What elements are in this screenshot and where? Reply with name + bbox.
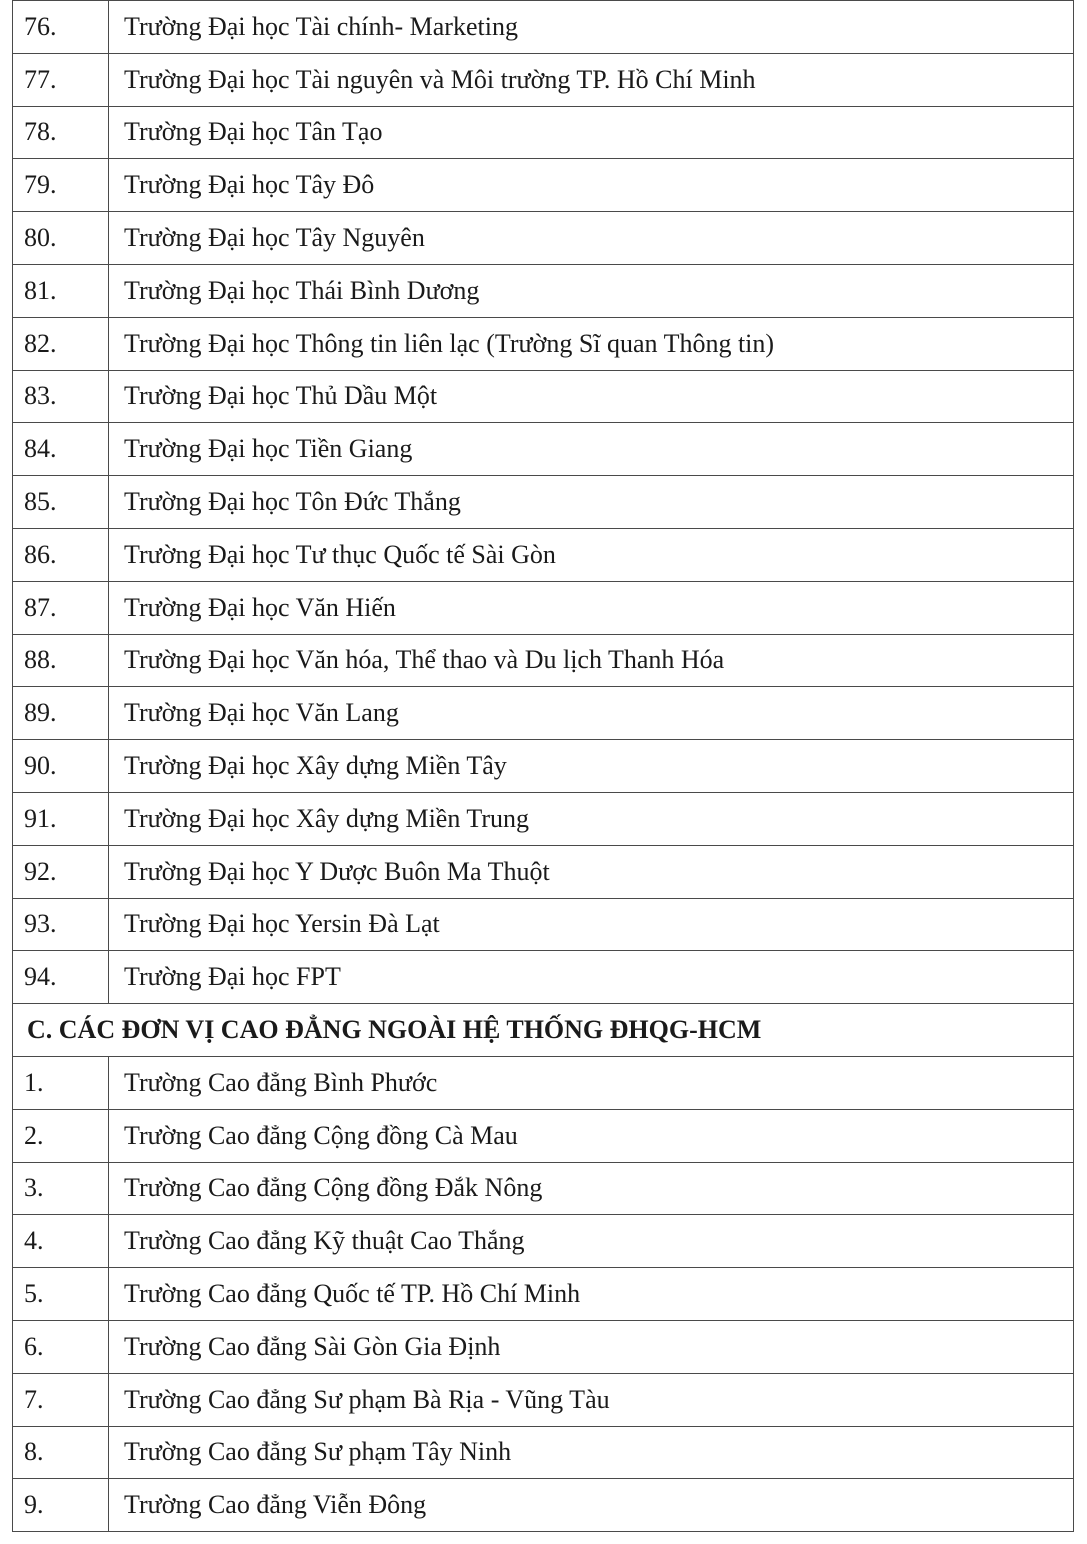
institution-name: Trường Đại học Tư thục Quốc tế Sài Gòn (109, 528, 1074, 581)
table-row (13, 476, 1074, 529)
row-number: 9. (13, 1479, 109, 1532)
institution-name: Trường Cao đẳng Viễn Đông (109, 1479, 1074, 1532)
row-number: 88. (13, 634, 109, 687)
row-number: 85. (13, 476, 109, 529)
row-number: 78. (13, 106, 109, 159)
institution-name: Trường Đại học Văn Lang (109, 687, 1074, 740)
row-number: 8. (13, 1426, 109, 1479)
table-row (13, 264, 1074, 317)
institution-name: Trường Cao đẳng Quốc tế TP. Hồ Chí Minh (109, 1268, 1074, 1321)
row-number: 92. (13, 845, 109, 898)
row-number: 6. (13, 1320, 109, 1373)
row-number: 79. (13, 159, 109, 212)
table-row (13, 687, 1074, 740)
table-row (13, 528, 1074, 581)
row-number: 2. (13, 1109, 109, 1162)
institution-name: Trường Đại học FPT (109, 951, 1074, 1004)
row-number: 93. (13, 898, 109, 951)
institution-name: Trường Đại học Thông tin liên lạc (Trường Sĩ quan Thông tin) (109, 317, 1074, 370)
row-number: 90. (13, 740, 109, 793)
row-number: 82. (13, 317, 109, 370)
institution-name: Trường Đại học Tân Tạo (109, 106, 1074, 159)
institution-list-table-wrapper (12, 0, 1074, 1532)
table-row (13, 370, 1074, 423)
institution-name: Trường Đại học Tôn Đức Thắng (109, 476, 1074, 529)
institution-name: Trường Cao đẳng Kỹ thuật Cao Thắng (109, 1215, 1074, 1268)
institution-name: Trường Đại học Tài chính- Marketing (109, 1, 1074, 54)
institution-name: Trường Đại học Xây dựng Miền Trung (109, 792, 1074, 845)
row-number: 86. (13, 528, 109, 581)
table-row (13, 1, 1074, 54)
institution-name: Trường Đại học Văn Hiến (109, 581, 1074, 634)
institution-name: Trường Đại học Tây Đô (109, 159, 1074, 212)
institution-name: Trường Cao đẳng Cộng đồng Cà Mau (109, 1109, 1074, 1162)
table-row (13, 1479, 1074, 1532)
section-header-row (13, 1004, 1074, 1057)
row-number: 89. (13, 687, 109, 740)
institution-name: Trường Đại học Yersin Đà Lạt (109, 898, 1074, 951)
table-row (13, 845, 1074, 898)
row-number: 80. (13, 212, 109, 265)
table-row (13, 1426, 1074, 1479)
table-row (13, 898, 1074, 951)
table-row (13, 1268, 1074, 1321)
institution-name: Trường Đại học Thái Bình Dương (109, 264, 1074, 317)
table-row (13, 1056, 1074, 1109)
table-row (13, 634, 1074, 687)
institution-name: Trường Đại học Tây Nguyên (109, 212, 1074, 265)
institution-name: Trường Cao đẳng Bình Phước (109, 1056, 1074, 1109)
row-number: 76. (13, 1, 109, 54)
table-row (13, 317, 1074, 370)
institution-name: Trường Đại học Tài nguyên và Môi trường TP. Hồ Chí Minh (109, 53, 1074, 106)
institution-name: Trường Cao đẳng Sư phạm Tây Ninh (109, 1426, 1074, 1479)
row-number: 5. (13, 1268, 109, 1321)
row-number: 7. (13, 1373, 109, 1426)
row-number: 4. (13, 1215, 109, 1268)
institution-name: Trường Đại học Xây dựng Miền Tây (109, 740, 1074, 793)
institution-name: Trường Đại học Văn hóa, Thể thao và Du lịch Thanh Hóa (109, 634, 1074, 687)
row-number: 83. (13, 370, 109, 423)
institution-name: Trường Đại học Y Dược Buôn Ma Thuột (109, 845, 1074, 898)
row-number: 94. (13, 951, 109, 1004)
row-number: 91. (13, 792, 109, 845)
table-row (13, 1373, 1074, 1426)
row-number: 1. (13, 1056, 109, 1109)
row-number: 84. (13, 423, 109, 476)
institution-list-table (12, 0, 1074, 1532)
table-row (13, 1162, 1074, 1215)
row-number: 87. (13, 581, 109, 634)
table-row (13, 581, 1074, 634)
table-row (13, 423, 1074, 476)
table-row (13, 792, 1074, 845)
table-row (13, 159, 1074, 212)
row-number: 3. (13, 1162, 109, 1215)
institution-name: Trường Đại học Tiền Giang (109, 423, 1074, 476)
table-row (13, 106, 1074, 159)
row-number: 77. (13, 53, 109, 106)
table-row (13, 951, 1074, 1004)
institution-name: Trường Cao đẳng Sài Gòn Gia Định (109, 1320, 1074, 1373)
table-row (13, 1320, 1074, 1373)
table-row (13, 53, 1074, 106)
row-number: 81. (13, 264, 109, 317)
institution-name: Trường Cao đẳng Cộng đồng Đắk Nông (109, 1162, 1074, 1215)
section-c-title: C. CÁC ĐƠN VỊ CAO ĐẲNG NGOÀI HỆ THỐNG ĐHQG-HCM (13, 1004, 1074, 1057)
table-row (13, 740, 1074, 793)
table-row (13, 1109, 1074, 1162)
table-row (13, 212, 1074, 265)
table-row (13, 1215, 1074, 1268)
institution-name: Trường Đại học Thủ Dầu Một (109, 370, 1074, 423)
institution-name: Trường Cao đẳng Sư phạm Bà Rịa - Vũng Tàu (109, 1373, 1074, 1426)
table-body (13, 1, 1074, 1532)
